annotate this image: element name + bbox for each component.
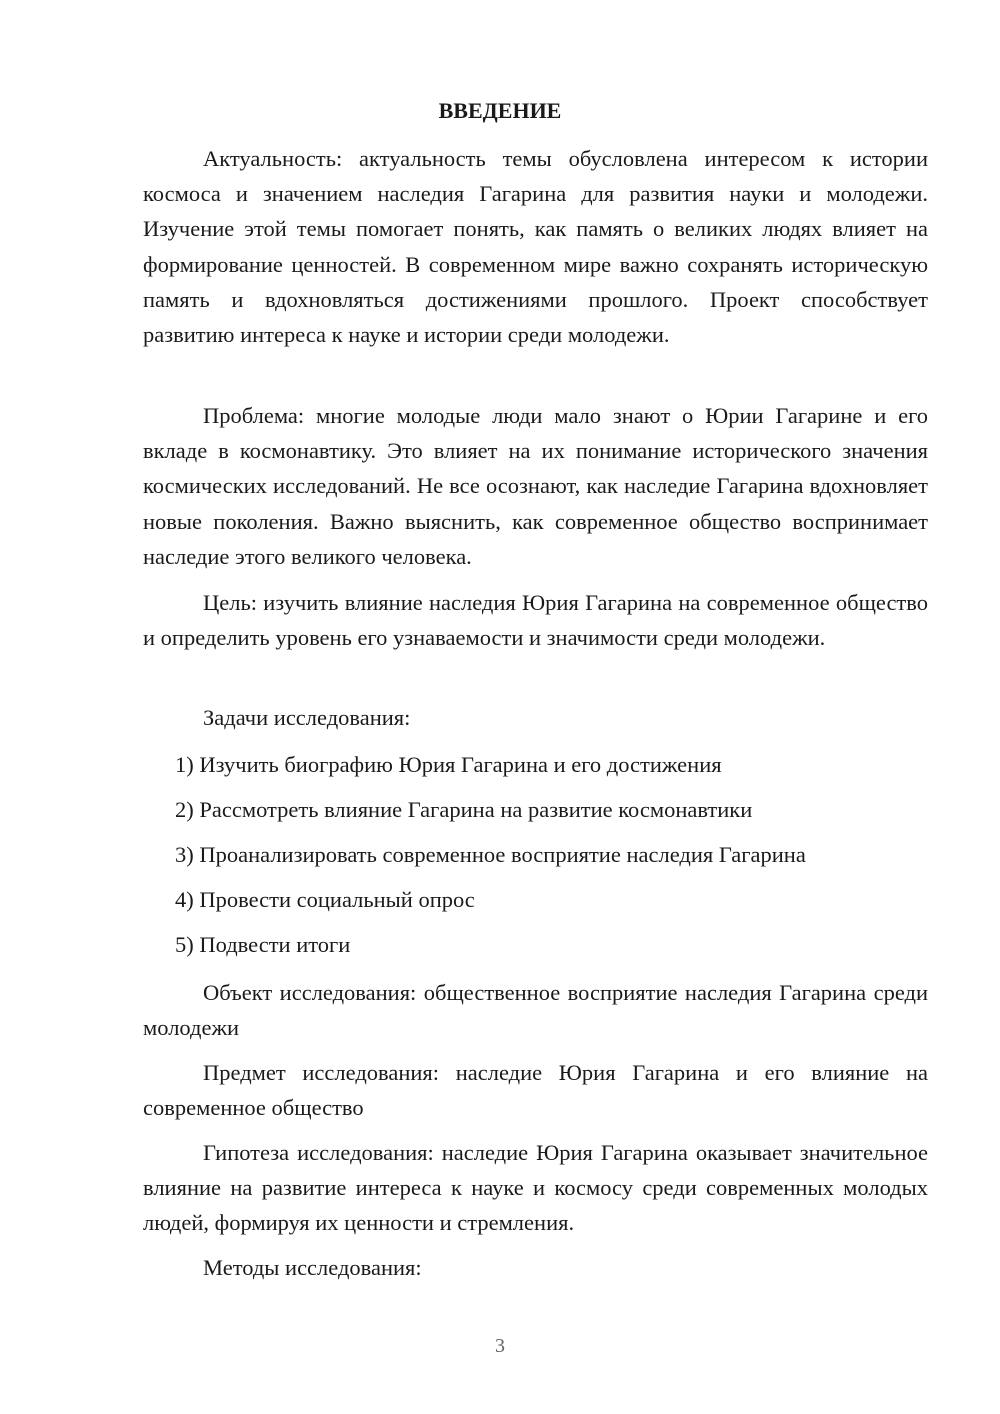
task-item-5: 5) Подвести итоги — [175, 932, 351, 957]
paragraph-object: Объект исследования: общественное восприятие наследия Гагарина среди молодежи — [143, 980, 928, 1041]
tasks-heading: Задачи исследования: — [203, 705, 411, 730]
section-title: ВВЕДЕНИЕ — [438, 98, 562, 123]
methods-heading: Методы исследования: — [203, 1255, 422, 1280]
paragraph-relevance: Актуальность: актуальность темы обусловлена интересом к истории космоса и значением наследия Гагарина для развития науки и молодежи. Изучение этой темы помогает понять, как память о великих людях влияет на формирование ценностей. В современном мире важно сохранять историческую память и вдохновляться достижениями прошлого. Проект способствует развитию интереса к науке и истории среди молодежи. — [143, 146, 928, 348]
task-item-2: 2) Рассмотреть влияние Гагарина на развитие космонавтики — [175, 797, 753, 822]
task-item-3: 3) Проанализировать современное восприятие наследия Гагарина — [175, 842, 806, 867]
task-item-1: 1) Изучить биографию Юрия Гагарина и его достижения — [175, 752, 722, 777]
page-number: 3 — [495, 1335, 505, 1357]
paragraph-problem: Проблема: многие молодые люди мало знают о Юрии Гагарине и его вкладе в космонавтику. Это влияет на их понимание исторического значения космических исследований. Не все осознают, как наследие Гагарина вдохновляет новые поколения. Важно выяснить, как современное общество воспринимает наследие этого великого человека. — [143, 403, 928, 569]
task-item-4: 4) Провести социальный опрос — [175, 887, 475, 912]
paragraph-subject: Предмет исследования: наследие Юрия Гагарина и его влияние на современное общество — [143, 1060, 928, 1121]
paragraph-goal: Цель: изучить влияние наследия Юрия Гагарина на современное общество и определить уровень его узнаваемости и значимости среди молодежи. — [143, 590, 928, 651]
paragraph-hypothesis: Гипотеза исследования: наследие Юрия Гагарина оказывает значительное влияние на развитие интереса к науке и космосу среди современных молодых людей, формируя их ценности и стремления. — [143, 1140, 928, 1236]
